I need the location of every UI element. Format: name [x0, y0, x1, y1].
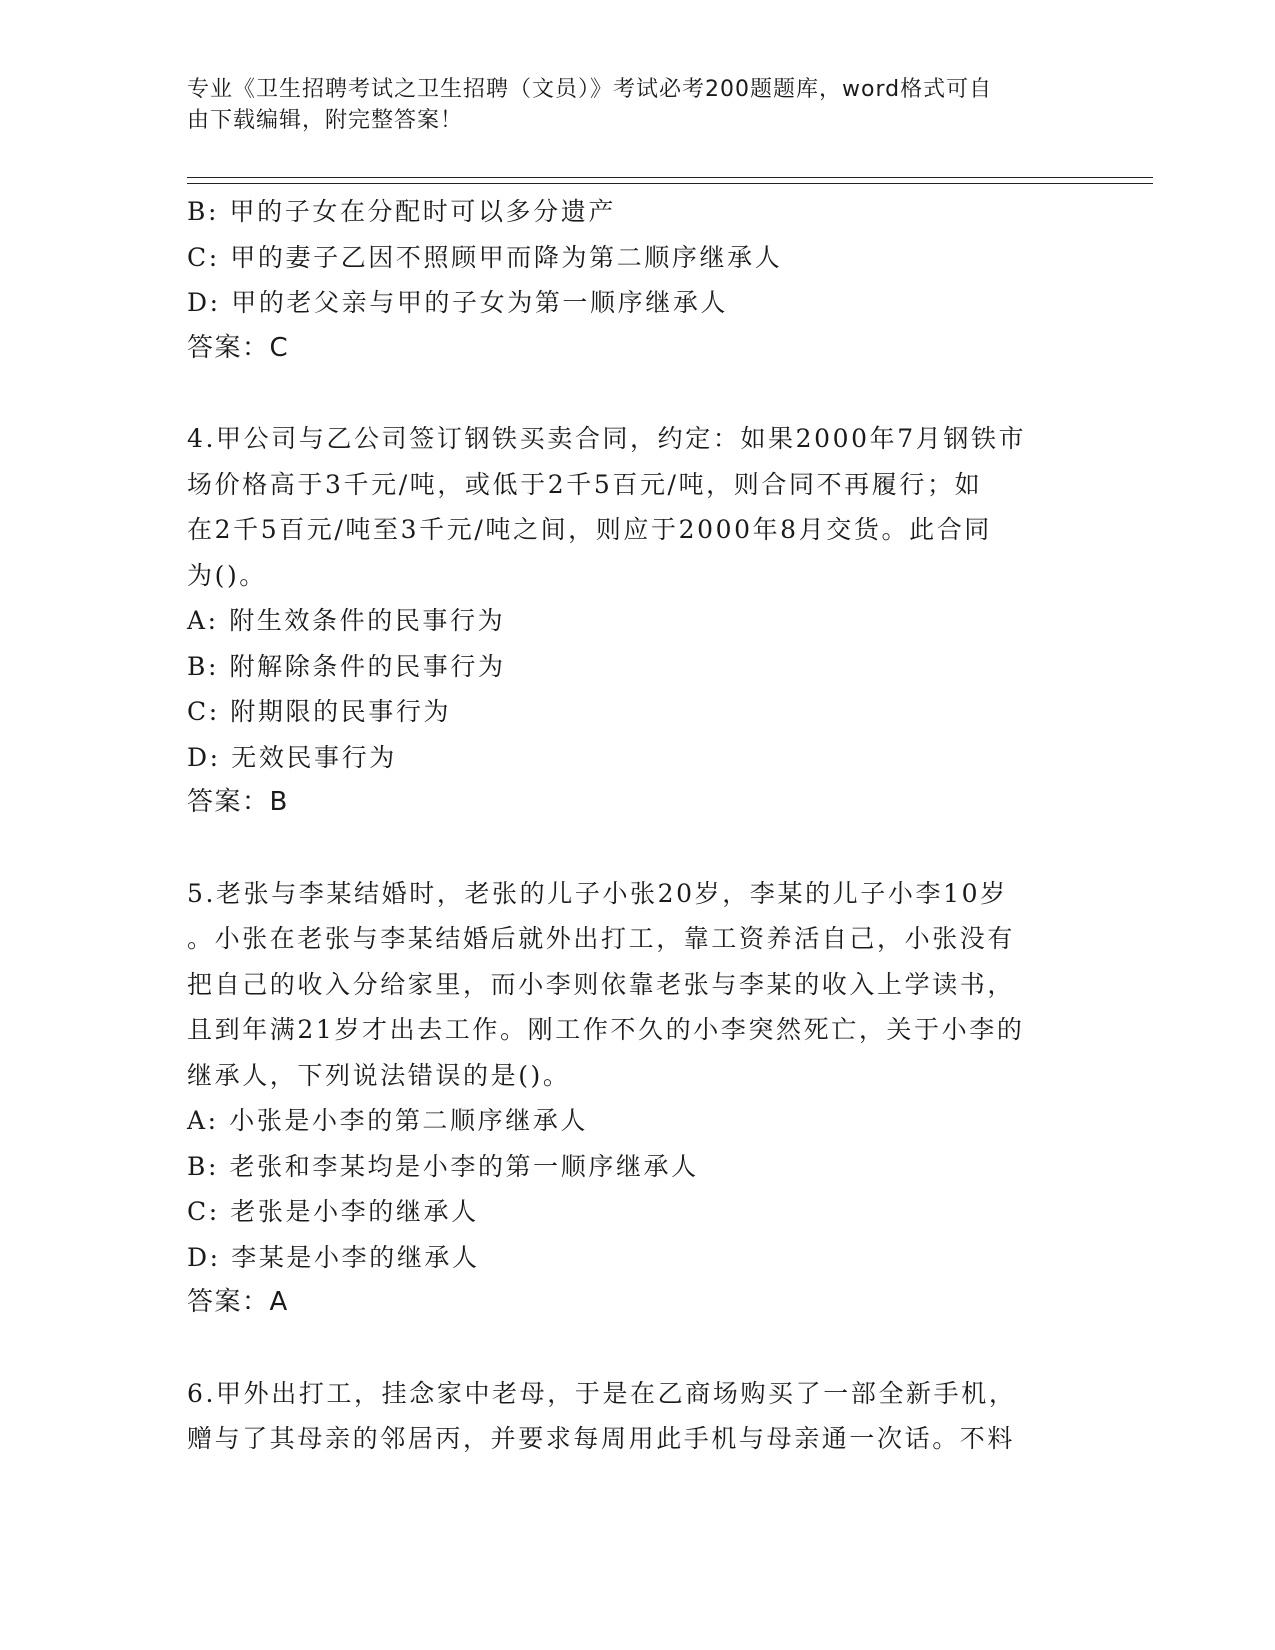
question-6 — [187, 1371, 1087, 1462]
option-b: B: 甲的子女在分配时可以多分遗产 — [187, 197, 616, 226]
document-header — [187, 74, 1067, 136]
question-stem-line: 场价格高于3千元/吨，或低于2千5百元/吨，则合同不再履行；如 — [187, 469, 983, 499]
option-c: C: 甲的妻子乙因不照顾甲而降为第二顺序继承人 — [187, 242, 783, 272]
option-a: A: 小张是小李的第二顺序继承人 — [187, 1106, 589, 1135]
question-stem-line: 4.甲公司与乙公司签订钢铁买卖合同，约定：如果2000年7月钢铁市 — [187, 424, 1027, 453]
answer-line: 答案：C — [187, 332, 290, 363]
option-d: D: 李某是小李的继承人 — [187, 1242, 480, 1272]
option-d: D: 无效民事行为 — [187, 742, 397, 772]
document-body — [187, 189, 1087, 1462]
question-stem-line: 继承人，下列说法错误的是()。 — [187, 1060, 571, 1090]
option-b: B: 老张和李某均是小李的第一顺序继承人 — [187, 1151, 699, 1181]
question-stem-line: 。小张在老张与李某结婚后就外出打工，靠工资养活自己，小张没有 — [187, 924, 1016, 953]
answer-line: 答案：A — [187, 1287, 289, 1317]
answer-line: 答案：B — [187, 787, 289, 817]
question-stem-line: 且到年满21岁才出去工作。刚工作不久的小李突然死亡，关于小李的 — [187, 1015, 1025, 1044]
option-c: C: 老张是小李的继承人 — [187, 1197, 479, 1226]
option-c: C: 附期限的民事行为 — [187, 697, 452, 726]
question-4 — [187, 416, 1087, 826]
option-a: A: 附生效条件的民事行为 — [187, 606, 506, 635]
option-b: B: 附解除条件的民事行为 — [187, 651, 506, 681]
question-5 — [187, 871, 1087, 1326]
question-3-continued — [187, 189, 1087, 371]
question-stem-line: 5.老张与李某结婚时，老张的儿子小张20岁，李某的儿子小李10岁 — [187, 878, 1008, 908]
option-d: D: 甲的老父亲与甲的子女为第一顺序继承人 — [187, 288, 729, 317]
question-stem-line: 在2千5百元/吨至3千元/吨之间，则应于2000年8月交货。此合同 — [187, 515, 992, 544]
header-divider-top — [187, 177, 1153, 178]
header-line-1: 专业《卫生招聘考试之卫生招聘（文员）》考试必考200题题库，word格式可自 — [187, 77, 993, 102]
question-stem-line: 赠与了其母亲的邻居丙，并要求每周用此手机与母亲通一次话。不料 — [187, 1424, 1016, 1453]
question-stem-line: 6.甲外出打工，挂念家中老母，于是在乙商场购买了一部全新手机， — [187, 1378, 1017, 1408]
question-stem-line: 把自己的收入分给家里，而小李则依靠老张与李某的收入上学读书， — [187, 969, 1016, 999]
question-stem-line: 为()。 — [187, 560, 267, 590]
header-divider-bottom — [187, 183, 1153, 184]
header-line-2: 由下载编辑，附完整答案！ — [187, 108, 464, 133]
